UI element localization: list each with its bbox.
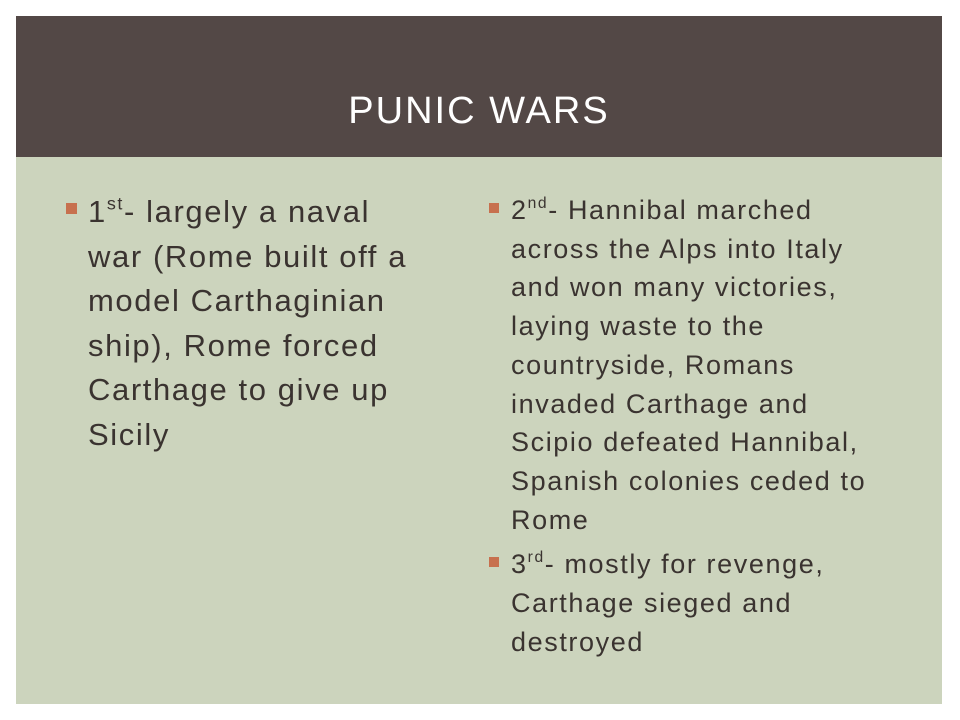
bullet-text bbox=[88, 194, 407, 452]
war-description: - largely a naval war (Rome built off a model Carthaginian ship), Rome forced Carthage to give up Sicily bbox=[88, 194, 408, 452]
war-number: 1 bbox=[88, 194, 107, 229]
bullet-text bbox=[511, 195, 866, 535]
slide-title: PUNIC WARS bbox=[348, 90, 610, 132]
square-bullet-icon bbox=[489, 203, 499, 213]
bullet-item-second-war bbox=[487, 191, 887, 539]
ordinal-suffix: nd bbox=[527, 195, 549, 213]
bullet-item-first-war bbox=[62, 190, 434, 457]
war-description: - Hannibal marched across the Alps into Italy and won many victories, laying waste to the countryside, Romans invaded Carthage and Scipio defeated Hannibal, Spanish colonies ceded to Rome bbox=[511, 195, 867, 535]
war-description: - mostly for revenge, Carthage sieged and destroyed bbox=[511, 549, 825, 657]
square-bullet-icon bbox=[66, 203, 77, 214]
war-number: 2 bbox=[511, 195, 528, 225]
square-bullet-icon bbox=[489, 557, 499, 567]
war-number: 3 bbox=[511, 549, 528, 580]
right-column bbox=[487, 191, 887, 661]
title-bar bbox=[16, 16, 942, 157]
bullet-text bbox=[511, 549, 824, 656]
ordinal-suffix: st bbox=[106, 193, 125, 214]
ordinal-suffix: rd bbox=[527, 549, 545, 567]
bullet-item-third-war bbox=[487, 545, 887, 661]
left-column bbox=[62, 190, 434, 457]
